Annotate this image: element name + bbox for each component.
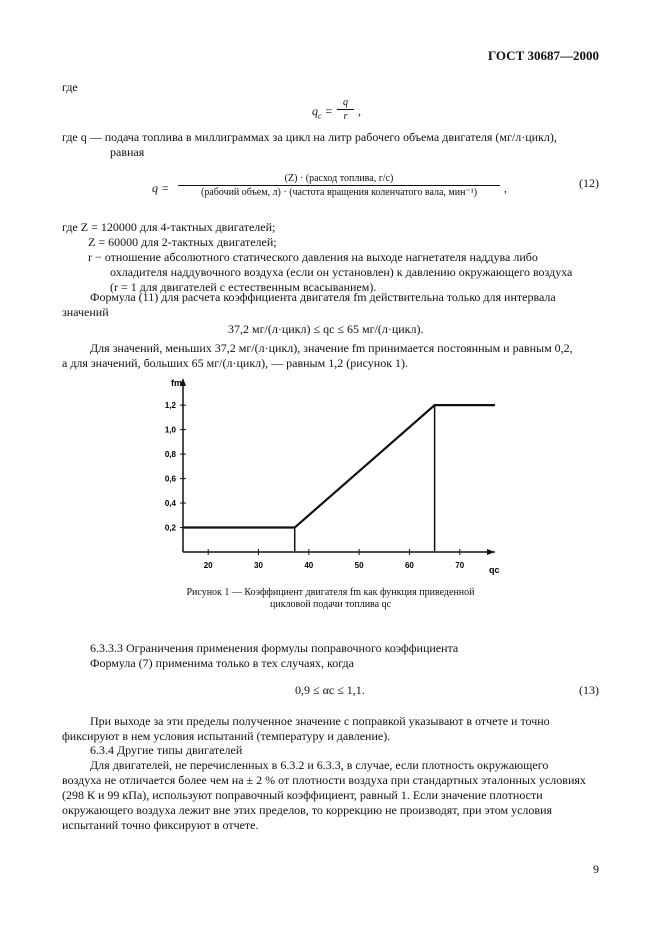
y-tick-label: 0,6 [164,474,176,484]
y-tick-label: 1,2 [164,401,176,411]
para-limits-line1: При выходе за эти пределы полученное значение с поправкой указывают в отчете и точно [90,714,550,728]
formula12-comma: , [504,181,507,195]
where-label: где [62,80,78,94]
y-tick-label: 1,0 [164,425,176,435]
x-tick-label: 70 [455,561,465,570]
formula13: 0,9 ≤ αc ≤ 1,1. [295,683,365,697]
para11-line1: Формула (11) для расчета коэффициента двигателя fm действительна только для интервала [90,290,556,304]
def-r-line3: (r = 1 для двигателей с естественным всасыванием). [110,280,377,294]
formula-qc-comma: , [358,104,361,118]
page-number: 9 [593,862,599,876]
x-tick-label: 60 [404,561,414,570]
q-definition-line1: где q — подача топлива в миллиграммах за цикл на литр рабочего объема двигателя (мг/л·цикл), [62,130,557,144]
formula13-number: (13) [579,683,599,697]
interval-formula: 37,2 мг/(л·цикл) ≤ qc ≤ 65 мг/(л·цикл). [228,322,424,336]
para11-line2: значений [62,305,109,319]
y-tick-label: 0,8 [164,450,176,460]
formula-qc-subscript: c [318,111,322,121]
formula-qc-fraction [337,97,354,122]
section-6-3-4-line1: Для двигателей, не перечисленных в 6.3.2 и 6.3.3, в случае, если плотность окружающего [90,758,549,772]
y-tick-label: 0,4 [164,499,176,509]
section-6-3-4-line2: воздуха не отличается более чем на ± 2 % от плотности воздуха при стандартных эталонных условиях [62,773,586,787]
para-values-line1: Для значений, меньших 37,2 мг/(л·цикл), значение fm принимается постоянным и равным 0,2, [90,341,573,355]
formula12-number: (12) [579,176,599,190]
figure-caption-line1: Рисунок 1 — Коэффициент двигателя fm как функция приведенной [186,587,475,598]
def-z2: Z = 60000 для 2-тактных двигателей; [88,235,277,249]
y-tick-label: 0,2 [164,523,176,533]
fm-series-line [183,405,495,527]
formula-qc-numerator: q [337,97,354,110]
section-6-3-4-title: 6.3.4 Другие типы двигателей [90,743,243,757]
document-code: ГОСТ 30687—2000 [487,48,599,63]
formula12-denominator: (рабочий объем, л) · (частота вращения коленчатого вала, мин⁻¹) [200,187,478,198]
x-axis-label: qc [489,565,500,575]
x-axis-arrow [487,549,495,555]
x-tick-label: 30 [254,561,263,570]
x-tick-label: 20 [203,561,213,570]
q-definition-line2: равная [110,145,145,159]
x-tick-label: 50 [354,561,364,570]
section-6-3-3-3-title: 6.3.3.3 Ограничения применения формулы поправочного коэффициента [90,641,459,655]
def-z4: где Z = 120000 для 4-тактных двигателей; [62,220,276,234]
y-axis-label: fm [171,378,182,388]
section-6-3-4-line5: испытаний точно фиксируют в отчете. [62,818,259,832]
para-limits-line2: фиксируют в нем условия испытаний (температуру и давление). [62,729,391,743]
formula-qc-denominator: r [343,111,348,122]
formula12-fraction [178,173,500,198]
section-6-3-4-line3: (298 К и 99 кПа), используют поправочный коэффициент, равный 1. Если значение плотности [62,788,543,802]
section-6-3-4-line4: окружающего воздуха лежит вне этих пределов, то коррекцию не производят, при этом условия [62,803,553,817]
formula12-lhs: q = [152,181,170,195]
formula-qc-symbol: q [312,104,318,118]
def-r-line2: охладителя наддувочного воздуха (если он установлен) к давлению окружающего воздуха [110,265,573,279]
figure-caption-line2: цикловой подачи топлива qc [269,599,392,610]
fm-chart [155,372,505,584]
formula12-numerator: (Z) · (расход топлива, г/с) [178,173,500,186]
x-tick-label: 40 [304,561,314,570]
formula-qc-lhs: $q_c$ = [312,104,333,121]
para-values-line2: а для значений, больших 65 мг/(л·цикл), — равным 1,2 (рисунок 1). [62,356,409,370]
section-6-3-3-3-text: Формула (7) применима только в тех случаях, когда [90,656,354,670]
def-r-line1: r − отношение абсолютного статического давления на выходе нагнетателя наддува либо [88,250,538,264]
